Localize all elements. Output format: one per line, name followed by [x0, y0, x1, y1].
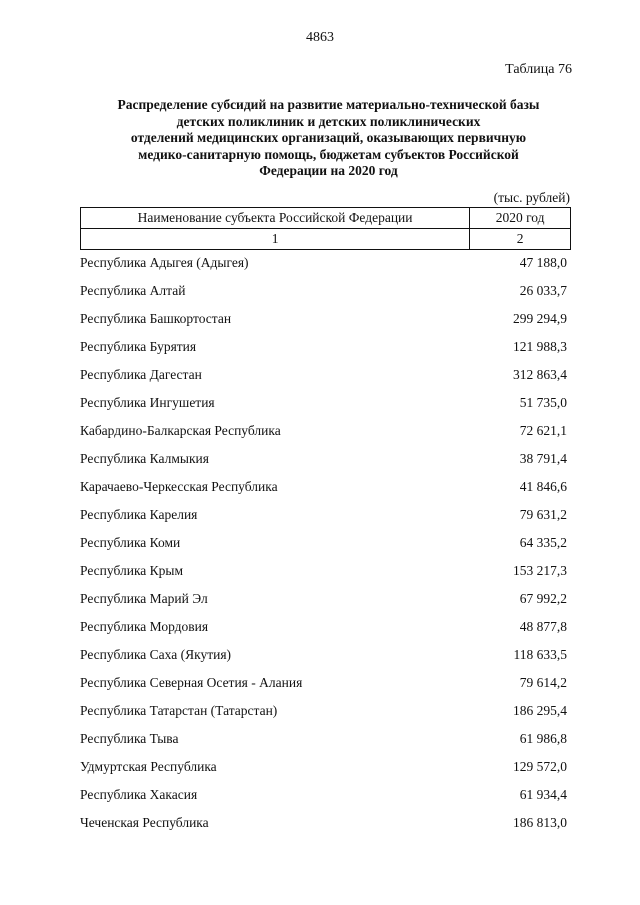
table-row	[80, 334, 571, 362]
table-row	[80, 390, 571, 418]
table-row	[80, 754, 571, 782]
table-row	[80, 614, 571, 642]
title-line: медико-санитарную помощь, бюджетам субъектов Российской	[138, 146, 519, 162]
header-number-row	[81, 229, 571, 250]
region-name: Удмуртская Республика	[80, 759, 217, 774]
table-row	[80, 446, 571, 474]
region-name: Республика Коми	[80, 535, 181, 550]
region-name: Республика Адыгея (Адыгея)	[80, 255, 249, 270]
table-row	[80, 362, 571, 390]
header-col-number-2: 2	[470, 229, 571, 250]
region-name: Чеченская Республика	[80, 815, 209, 830]
table-row	[80, 530, 571, 558]
table-row	[80, 698, 571, 726]
region-name: Республика Северная Осетия - Алания	[80, 675, 303, 690]
page-number: 4863	[306, 30, 334, 45]
table-row	[80, 670, 571, 698]
subsidy-value: 61 934,4	[519, 787, 567, 802]
table-row	[80, 502, 571, 530]
region-name: Республика Дагестан	[80, 367, 202, 382]
region-name: Республика Марий Эл	[80, 591, 208, 606]
subsidy-value: 41 846,6	[519, 479, 567, 494]
subsidy-value: 118 633,5	[513, 647, 567, 662]
document-title	[80, 97, 577, 180]
table-row	[80, 278, 571, 306]
table-header	[80, 207, 571, 250]
header-row	[81, 208, 571, 229]
subsidy-value: 312 863,4	[513, 367, 567, 382]
region-name: Республика Карелия	[80, 507, 198, 522]
subsidy-value: 129 572,0	[513, 759, 567, 774]
subsidy-value: 153 217,3	[513, 563, 567, 578]
table-row	[80, 306, 571, 334]
subsidy-value: 64 335,2	[519, 535, 567, 550]
region-name: Республика Тыва	[80, 731, 179, 746]
region-name: Республика Бурятия	[80, 339, 197, 354]
title-line: Федерации на 2020 год	[259, 163, 398, 178]
subsidy-value: 67 992,2	[519, 591, 567, 606]
subsidy-value: 186 813,0	[513, 815, 567, 830]
table-row	[80, 782, 571, 810]
table-row	[80, 558, 571, 586]
table-row	[80, 474, 571, 502]
subsidy-value: 79 631,2	[519, 507, 567, 522]
subsidy-value: 47 188,0	[519, 255, 567, 270]
region-name: Республика Саха (Якутия)	[80, 647, 232, 662]
subsidy-value: 186 295,4	[513, 703, 567, 718]
region-name: Республика Татарстан (Татарстан)	[80, 703, 278, 718]
title-line: детских поликлиник и детских поликлинических	[176, 113, 481, 129]
subsidy-value: 72 621,1	[519, 423, 567, 438]
table-row	[80, 418, 571, 446]
header-col-number-1: 1	[81, 229, 470, 250]
subsidy-value: 79 614,2	[519, 675, 567, 690]
region-name: Республика Хакасия	[80, 787, 198, 802]
header-year: 2020 год	[470, 208, 571, 229]
table-row	[80, 586, 571, 614]
table-row	[80, 810, 571, 838]
units-note: (тыс. рублей)	[493, 190, 570, 205]
region-name: Республика Алтай	[80, 283, 186, 298]
table-label: Таблица 76	[505, 62, 572, 77]
region-name: Кабардино-Балкарская Республика	[80, 423, 281, 438]
subsidy-value: 51 735,0	[519, 395, 567, 410]
region-name: Республика Мордовия	[80, 619, 209, 634]
subsidy-value: 299 294,9	[513, 311, 567, 326]
region-name: Карачаево-Черкесская Республика	[80, 479, 278, 494]
region-name: Республика Ингушетия	[80, 395, 215, 410]
table-body	[80, 250, 571, 838]
table-row	[80, 642, 571, 670]
title-line: отделений медицинских организаций, оказывающих первичную	[130, 130, 527, 145]
subsidy-value: 38 791,4	[519, 451, 567, 466]
header-region-name: Наименование субъекта Российской Федерации	[81, 208, 470, 229]
title-line: Распределение субсидий на развитие материально-технической базы	[117, 97, 540, 112]
region-name: Республика Крым	[80, 563, 184, 578]
subsidy-value: 121 988,3	[513, 339, 567, 354]
subsidy-value: 48 877,8	[519, 619, 567, 634]
region-name: Республика Калмыкия	[80, 451, 209, 466]
region-name: Республика Башкортостан	[80, 311, 232, 326]
table-row	[80, 726, 571, 754]
subsidy-value: 26 033,7	[519, 283, 567, 298]
subsidy-value: 61 986,8	[519, 731, 567, 746]
table-row	[80, 250, 571, 278]
